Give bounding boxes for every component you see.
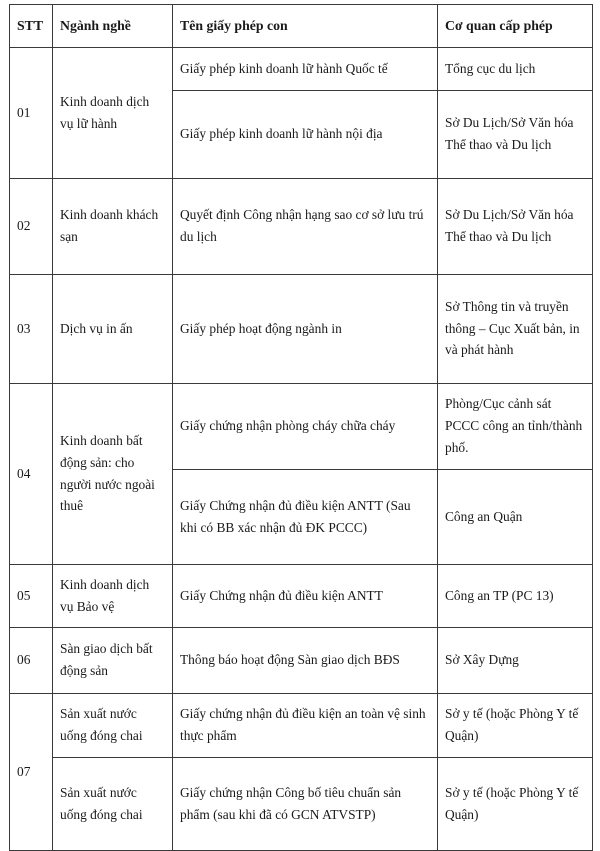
cell-permit: Giấy phép kinh doanh lữ hành Quốc tế <box>173 48 438 91</box>
table-row <box>10 628 593 694</box>
cell-stt: 07 <box>10 694 53 851</box>
cell-trade: Kinh doanh bất động sản: cho người nước ngoài thuê <box>53 384 173 565</box>
cell-stt: 01 <box>10 48 53 179</box>
cell-permit: Giấy Chứng nhận đủ điều kiện ANTT (Sau khi có BB xác nhận đủ ĐK PCCC) <box>173 470 438 565</box>
table-header-row <box>10 5 593 48</box>
cell-permit: Giấy chứng nhận đủ điều kiện an toàn vệ sinh thực phẩm <box>173 694 438 758</box>
cell-trade: Sản xuất nước uống đóng chai <box>53 758 173 851</box>
cell-agency: Phòng/Cục cảnh sát PCCC công an tỉnh/thành phố. <box>438 384 593 470</box>
column-header-permit: Tên giấy phép con <box>173 5 438 48</box>
cell-stt: 05 <box>10 565 53 628</box>
cell-permit: Thông báo hoạt động Sàn giao dịch BĐS <box>173 628 438 694</box>
table-row <box>10 694 593 758</box>
table-row <box>10 565 593 628</box>
column-header-stt: STT <box>10 5 53 48</box>
cell-trade: Kinh doanh dịch vụ lữ hành <box>53 48 173 179</box>
table-body <box>10 48 593 851</box>
cell-agency: Sở Xây Dựng <box>438 628 593 694</box>
sub-license-table <box>9 4 593 851</box>
cell-agency: Công an Quận <box>438 470 593 565</box>
cell-trade: Kinh doanh khách sạn <box>53 179 173 275</box>
cell-permit: Giấy Chứng nhận đủ điều kiện ANTT <box>173 565 438 628</box>
cell-permit: Giấy chứng nhận phòng cháy chữa cháy <box>173 384 438 470</box>
cell-agency: Sở y tế (hoặc Phòng Y tế Quận) <box>438 694 593 758</box>
cell-agency: Sở Du Lịch/Sở Văn hóa Thể thao và Du lịch <box>438 179 593 275</box>
cell-agency: Sở Du Lịch/Sở Văn hóa Thể thao và Du lịch <box>438 91 593 179</box>
column-header-trade: Ngành nghề <box>53 5 173 48</box>
cell-trade: Dịch vụ in ấn <box>53 275 173 384</box>
column-header-agency: Cơ quan cấp phép <box>438 5 593 48</box>
cell-permit: Giấy phép kinh doanh lữ hành nội địa <box>173 91 438 179</box>
cell-permit: Quyết định Công nhận hạng sao cơ sở lưu trú du lịch <box>173 179 438 275</box>
table-row <box>10 758 593 851</box>
cell-trade: Sản xuất nước uống đóng chai <box>53 694 173 758</box>
cell-permit: Giấy chứng nhận Công bố tiêu chuẩn sản phẩm (sau khi đã có GCN ATVSTP) <box>173 758 438 851</box>
cell-trade: Sàn giao dịch bất động sản <box>53 628 173 694</box>
cell-permit: Giấy phép hoạt động ngành in <box>173 275 438 384</box>
cell-agency: Tổng cục du lịch <box>438 48 593 91</box>
cell-stt: 02 <box>10 179 53 275</box>
cell-agency: Sở y tế (hoặc Phòng Y tế Quận) <box>438 758 593 851</box>
table-row <box>10 179 593 275</box>
table-row <box>10 48 593 91</box>
cell-stt: 06 <box>10 628 53 694</box>
cell-agency: Sở Thông tin và truyền thông – Cục Xuất bản, in và phát hành <box>438 275 593 384</box>
table-row <box>10 384 593 470</box>
table-header <box>10 5 593 48</box>
table-row <box>10 275 593 384</box>
cell-agency: Công an TP (PC 13) <box>438 565 593 628</box>
cell-stt: 03 <box>10 275 53 384</box>
cell-stt: 04 <box>10 384 53 565</box>
cell-trade: Kinh doanh dịch vụ Bảo vệ <box>53 565 173 628</box>
